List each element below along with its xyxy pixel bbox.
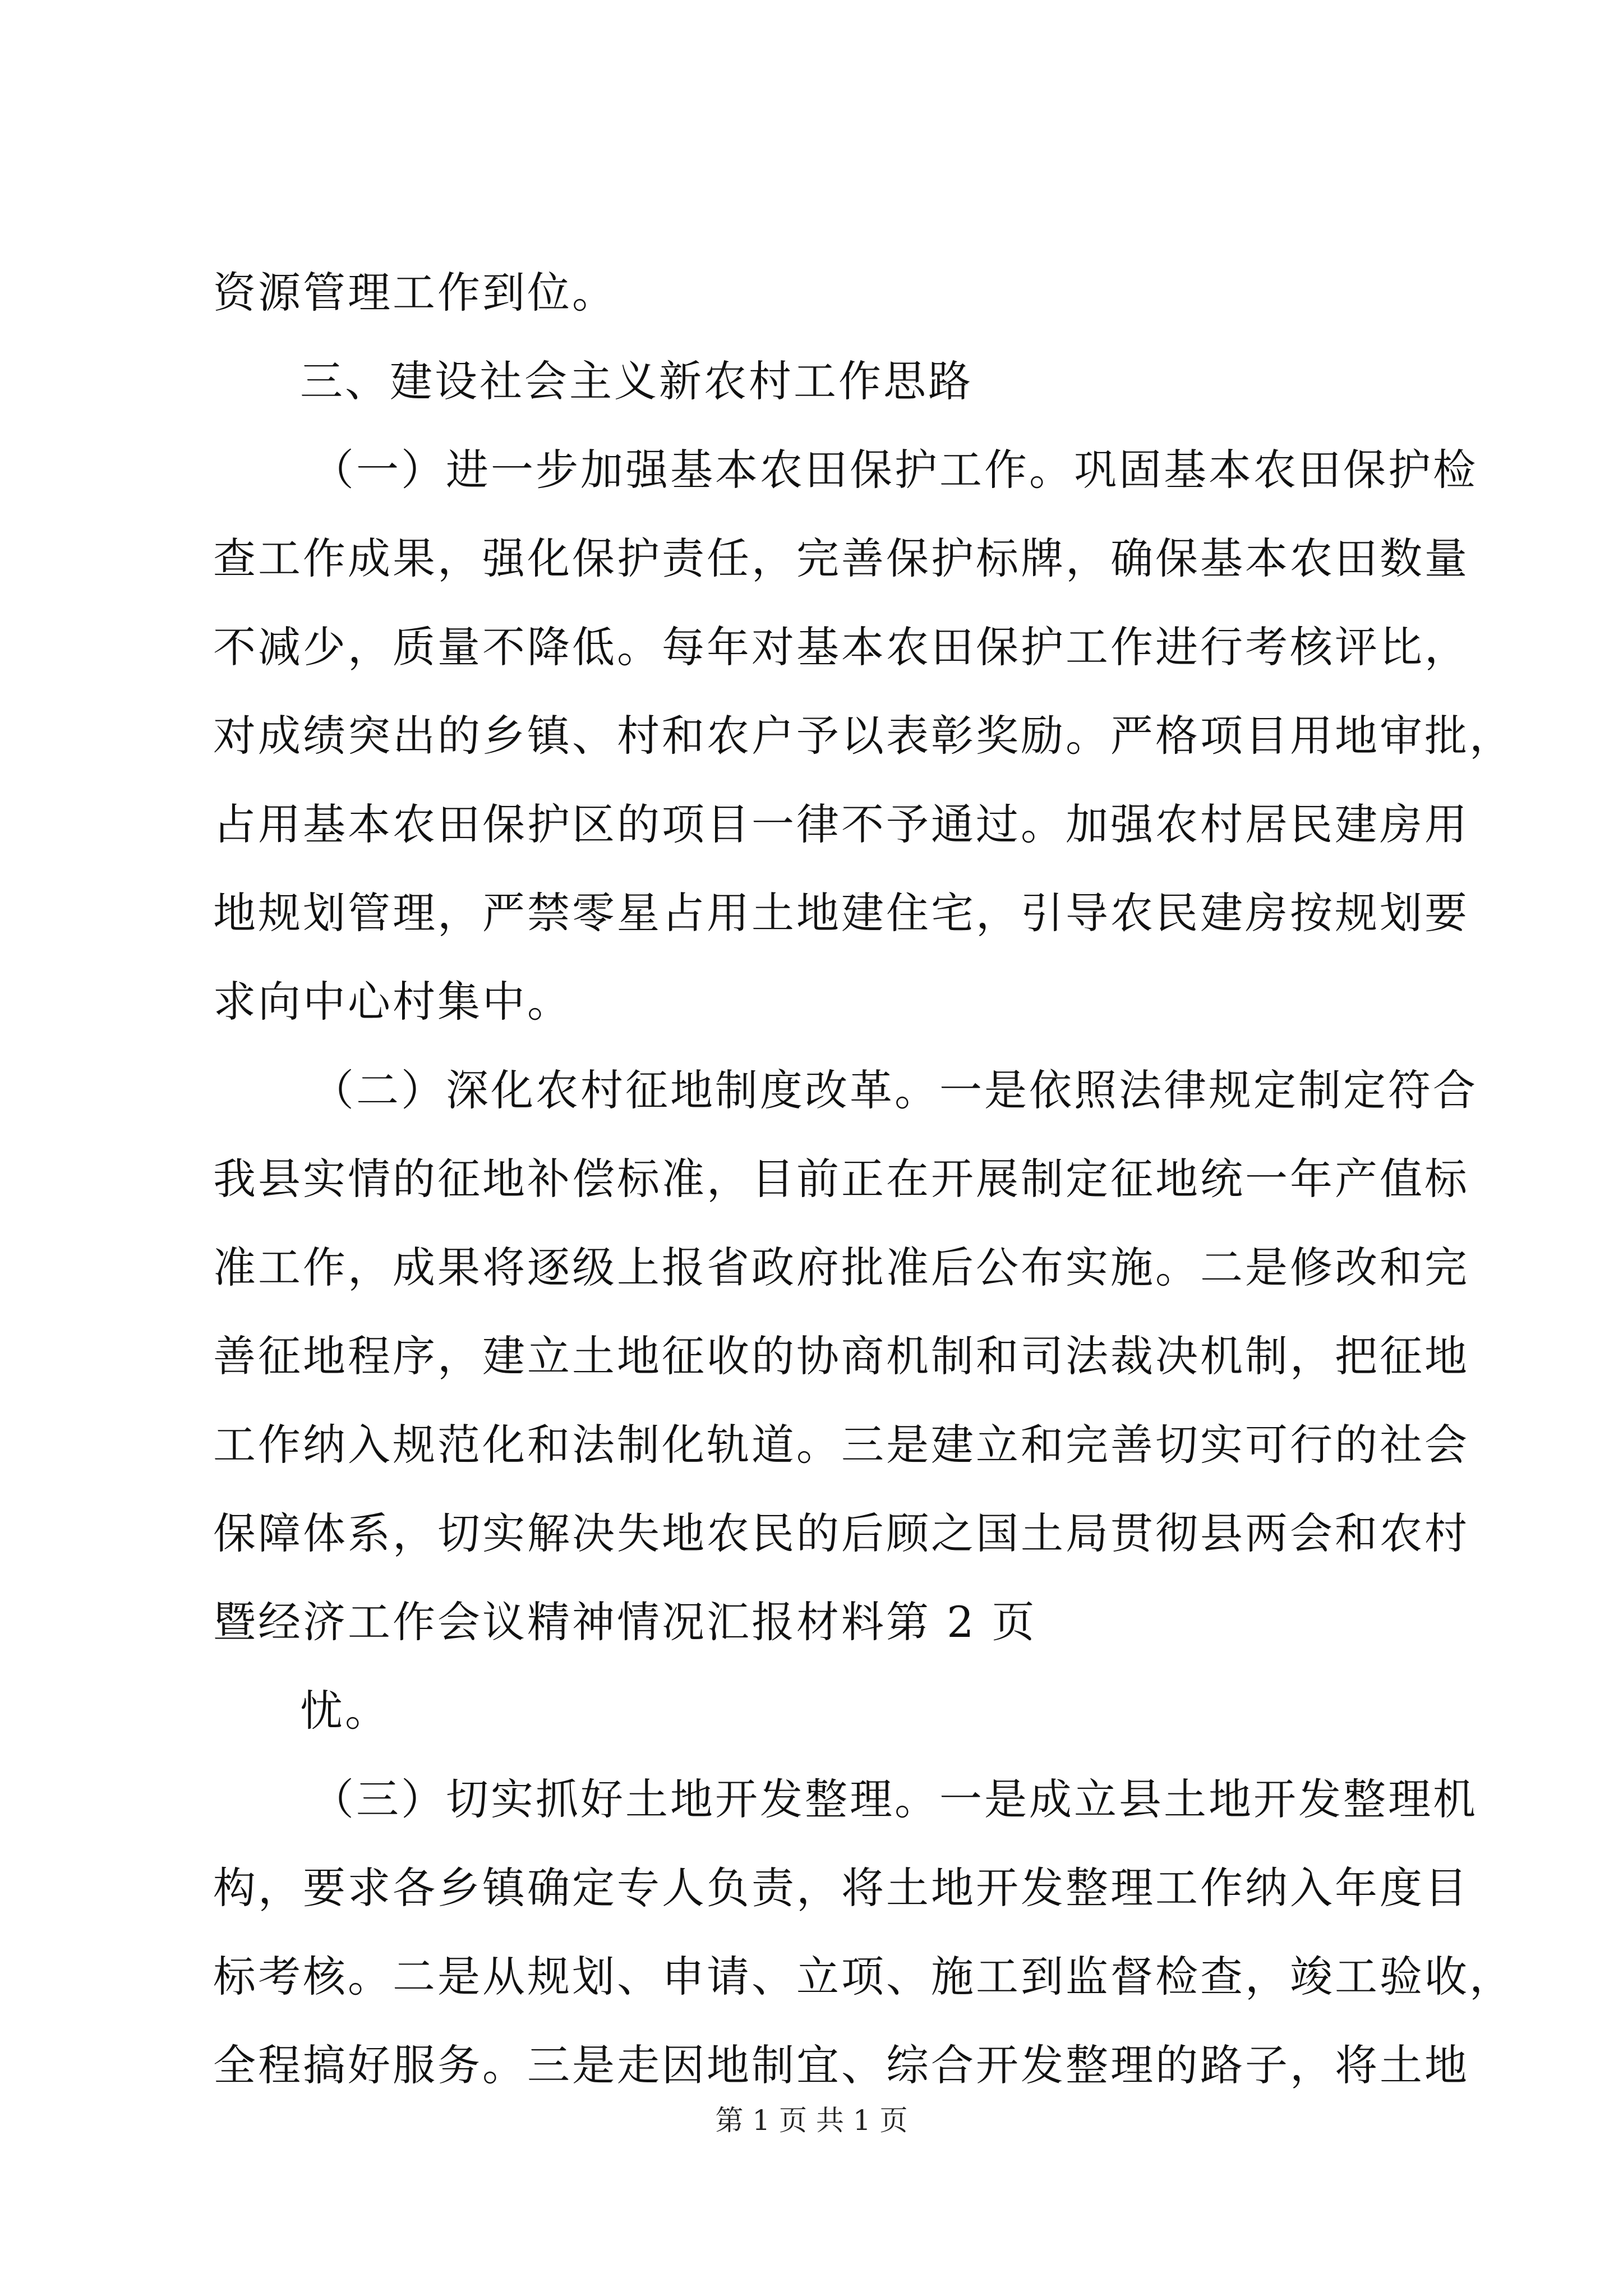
subsection-1-line-1: （一）进一步加强基本农田保护工作。巩固基本农田保护检	[311, 445, 1478, 495]
subsection-1-line-7: 求向中心村集中。	[213, 977, 572, 1027]
subsection-2-line-8: 忧。	[300, 1686, 390, 1736]
subsection-2-line-5: 工作纳入规范化和法制化轨道。三是建立和完善切实可行的社会	[213, 1420, 1469, 1470]
subsection-2-line-7: 暨经济工作会议精神情况汇报材料第 2 页	[213, 1597, 1037, 1647]
subsection-3-line-4: 全程搞好服务。三是走因地制宜、综合开发整理的路子，将土地	[213, 2040, 1469, 2090]
subsection-1-line-3: 不减少，质量不降低。每年对基本农田保护工作进行考核评比，	[213, 622, 1469, 672]
subsection-2-line-3: 准工作，成果将逐级上报省政府批准后公布实施。二是修改和完	[213, 1243, 1469, 1292]
page-footer: 第 1 页 共 1 页	[715, 2104, 908, 2137]
subsection-2-line-4: 善征地程序，建立土地征收的协商机制和司法裁决机制，把征地	[213, 1331, 1469, 1381]
subsection-2-line-6: 保障体系，切实解决失地农民的后顾之国土局贯彻县两会和农村	[213, 1508, 1469, 1558]
text-line-1: 资源管理工作到位。	[213, 268, 617, 318]
subsection-3-line-2: 构，要求各乡镇确定专人负责，将土地开发整理工作纳入年度目	[213, 1863, 1469, 1913]
section-heading: 三、建设社会主义新农村工作思路	[300, 356, 973, 406]
subsection-1-line-6: 地规划管理，严禁零星占用土地建住宅，引导农民建房按规划要	[213, 888, 1469, 938]
subsection-2-line-1: （二）深化农村征地制度改革。一是依照法律规定制定符合	[311, 1065, 1478, 1115]
subsection-2-line-2: 我县实情的征地补偿标准，目前正在开展制定征地统一年产值标	[213, 1154, 1469, 1204]
subsection-1-line-2: 查工作成果，强化保护责任，完善保护标牌，确保基本农田数量	[213, 533, 1469, 583]
subsection-3-line-1: （三）切实抓好土地开发整理。一是成立县土地开发整理机	[311, 1774, 1478, 1824]
subsection-1-line-5: 占用基本农田保护区的项目一律不予通过。加强农村居民建房用	[213, 799, 1469, 849]
subsection-1-line-4: 对成绩突出的乡镇、村和农户予以表彰奖励。严格项目用地审批，	[213, 711, 1514, 761]
subsection-3-line-3: 标考核。二是从规划、申请、立项、施工到监督检查，竣工验收，	[213, 1952, 1514, 2001]
